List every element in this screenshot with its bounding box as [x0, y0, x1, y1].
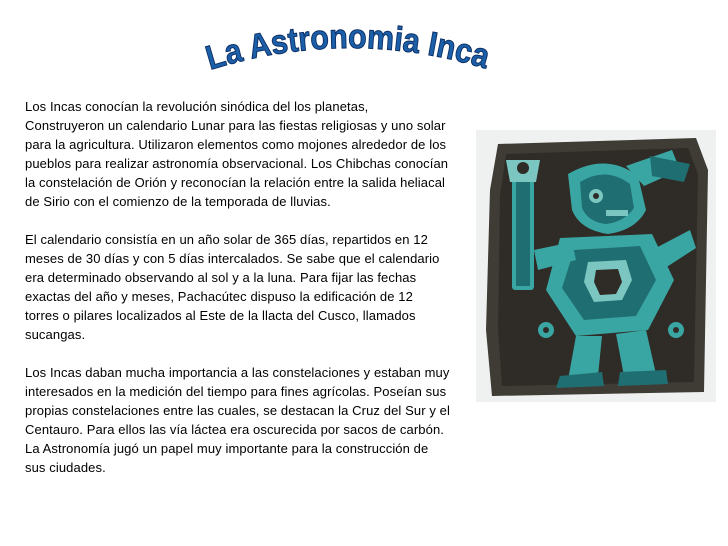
title-arc: [200, 18, 500, 78]
inca-figure-image: [476, 130, 716, 402]
paragraph-3: Los Incas daban mucha importancia a las constelaciones y estaban muy interesados en la medición del tiempo para fines agrícolas. Poseían sus propias constelaciones entre las cuales, se destacan la Cruz del Sur y el Centauro. Para ellos las vía láctea era oscurecida por sacos de carbón. La Astronomía jugó un papel muy importante para la construcción de sus ciudades.: [25, 365, 450, 475]
paragraph-2: El calendario consistía en un año solar de 365 días, repartidos en 12 meses de 30 días y con 5 días intercalados. Se sabe que el calendario era determinado observando al sol y a la luna. Para fijar las fechas exactas del año y meses, Pachacútec dispuso la edificación de 12 torres o pilares localizados al Este de la llacta del Cusco, llamados sucangas.: [25, 232, 440, 342]
body-text: [25, 97, 450, 496]
page-title: [200, 18, 500, 78]
title-text: La Astronomia Inca: [201, 18, 496, 78]
paragraph-1: Los Incas conocían la revolución sinódica del los planetas, Construyeron un calendario Lunar para las fiestas religiosas y uno solar para la agricultura. Utilizaron elementos como mojones alrededor de los pueblos para realizar astronomía observacional. Los Chibchas conocían la constelación de Orión y reconocían la relación entre la salida heliacal de Sirio con el comienzo de la temporada de lluvias.: [25, 99, 449, 209]
inca-figure-artwork: [476, 130, 716, 402]
